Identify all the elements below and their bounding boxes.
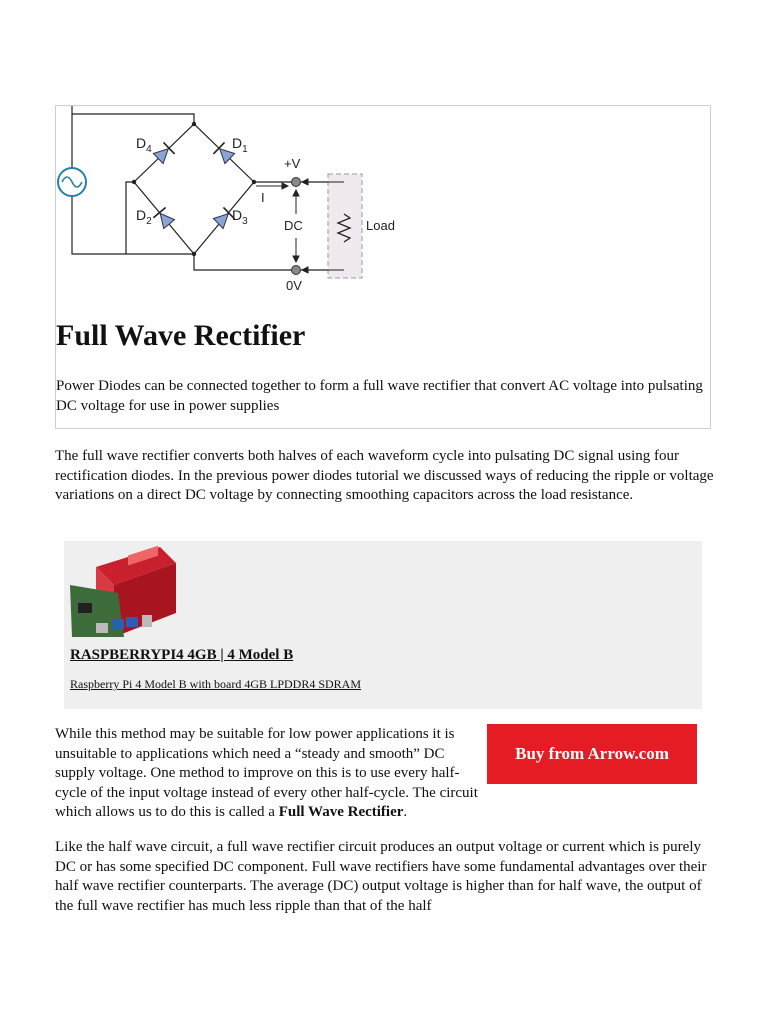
bridge-rectifier-diagram (56, 106, 456, 306)
label-d3-sub: 3 (242, 216, 248, 227)
negative-terminal-icon (292, 266, 301, 275)
article-paragraph-2 (55, 725, 485, 823)
label-d3: D (232, 207, 243, 223)
svg-text:D3 (232, 207, 248, 227)
label-dc: DC (284, 218, 303, 233)
svg-text:D1 (232, 135, 248, 155)
ad-product-title[interactable]: RASPBERRYPI4 4GB | 4 Model B (70, 647, 294, 663)
label-d4: D (136, 135, 147, 151)
label-d1: D (232, 135, 243, 151)
paragraph-2-bold-term: Full Wave Rectifier (278, 804, 404, 820)
ad-product-subtitle[interactable]: Raspberry Pi 4 Model B with board 4GB LPDDR4 SDRAM (70, 677, 362, 691)
label-load: Load (366, 218, 395, 233)
raspberry-pi-product-image[interactable] (68, 545, 180, 641)
svg-text:D2 (136, 207, 152, 227)
product-ad[interactable] (64, 541, 702, 709)
buy-from-arrow-button[interactable]: Buy from Arrow.com (487, 724, 697, 784)
label-d1-sub: 1 (242, 144, 248, 155)
label-plus-v: +V (284, 156, 301, 171)
article-paragraph-1: The full wave rectifier converts both halves of each waveform cycle into pulsating DC signal using four rectification diodes. In the previous power diodes tutorial we discussed ways of reducing the ripple or voltage variations on a direct DC voltage by connecting smoothing capacitors across the load resistance. (55, 448, 714, 503)
label-d2: D (136, 207, 147, 223)
label-zero-v: 0V (286, 278, 302, 293)
svg-text:D4 (136, 135, 152, 155)
hero-card (55, 105, 711, 429)
article-paragraph-3: Like the half wave circuit, a full wave rectifier circuit produces an output voltage or current which is purely DC or has some specified DC component. Full wave rectifiers have some fundamental advantages over their half wave rectifier counterparts. The average (DC) output voltage is higher than for half wave, the output of the full wave rectifier has much less ripple than that of the half (55, 839, 707, 914)
label-current: I (261, 190, 265, 205)
paragraph-2-end: . (403, 804, 408, 820)
positive-terminal-icon (292, 178, 301, 187)
label-d2-sub: 2 (146, 216, 152, 227)
page-title: Full Wave Rectifier (56, 319, 306, 352)
hero-description: Power Diodes can be connected together to form a full wave rectifier that convert AC voltage into pulsating DC voltage for use in power supplies (56, 378, 703, 414)
label-d4-sub: 4 (146, 144, 152, 155)
paragraph-2-text: While this method may be suitable for low power applications it is unsuitable to applications which need a “steady and smooth” DC supply voltage. One method to improve on this is to use every half-cycle of the input voltage instead of every other half-cycle. The circuit which allows us to do this is called a (55, 726, 478, 820)
diode-d2-icon (153, 207, 175, 229)
